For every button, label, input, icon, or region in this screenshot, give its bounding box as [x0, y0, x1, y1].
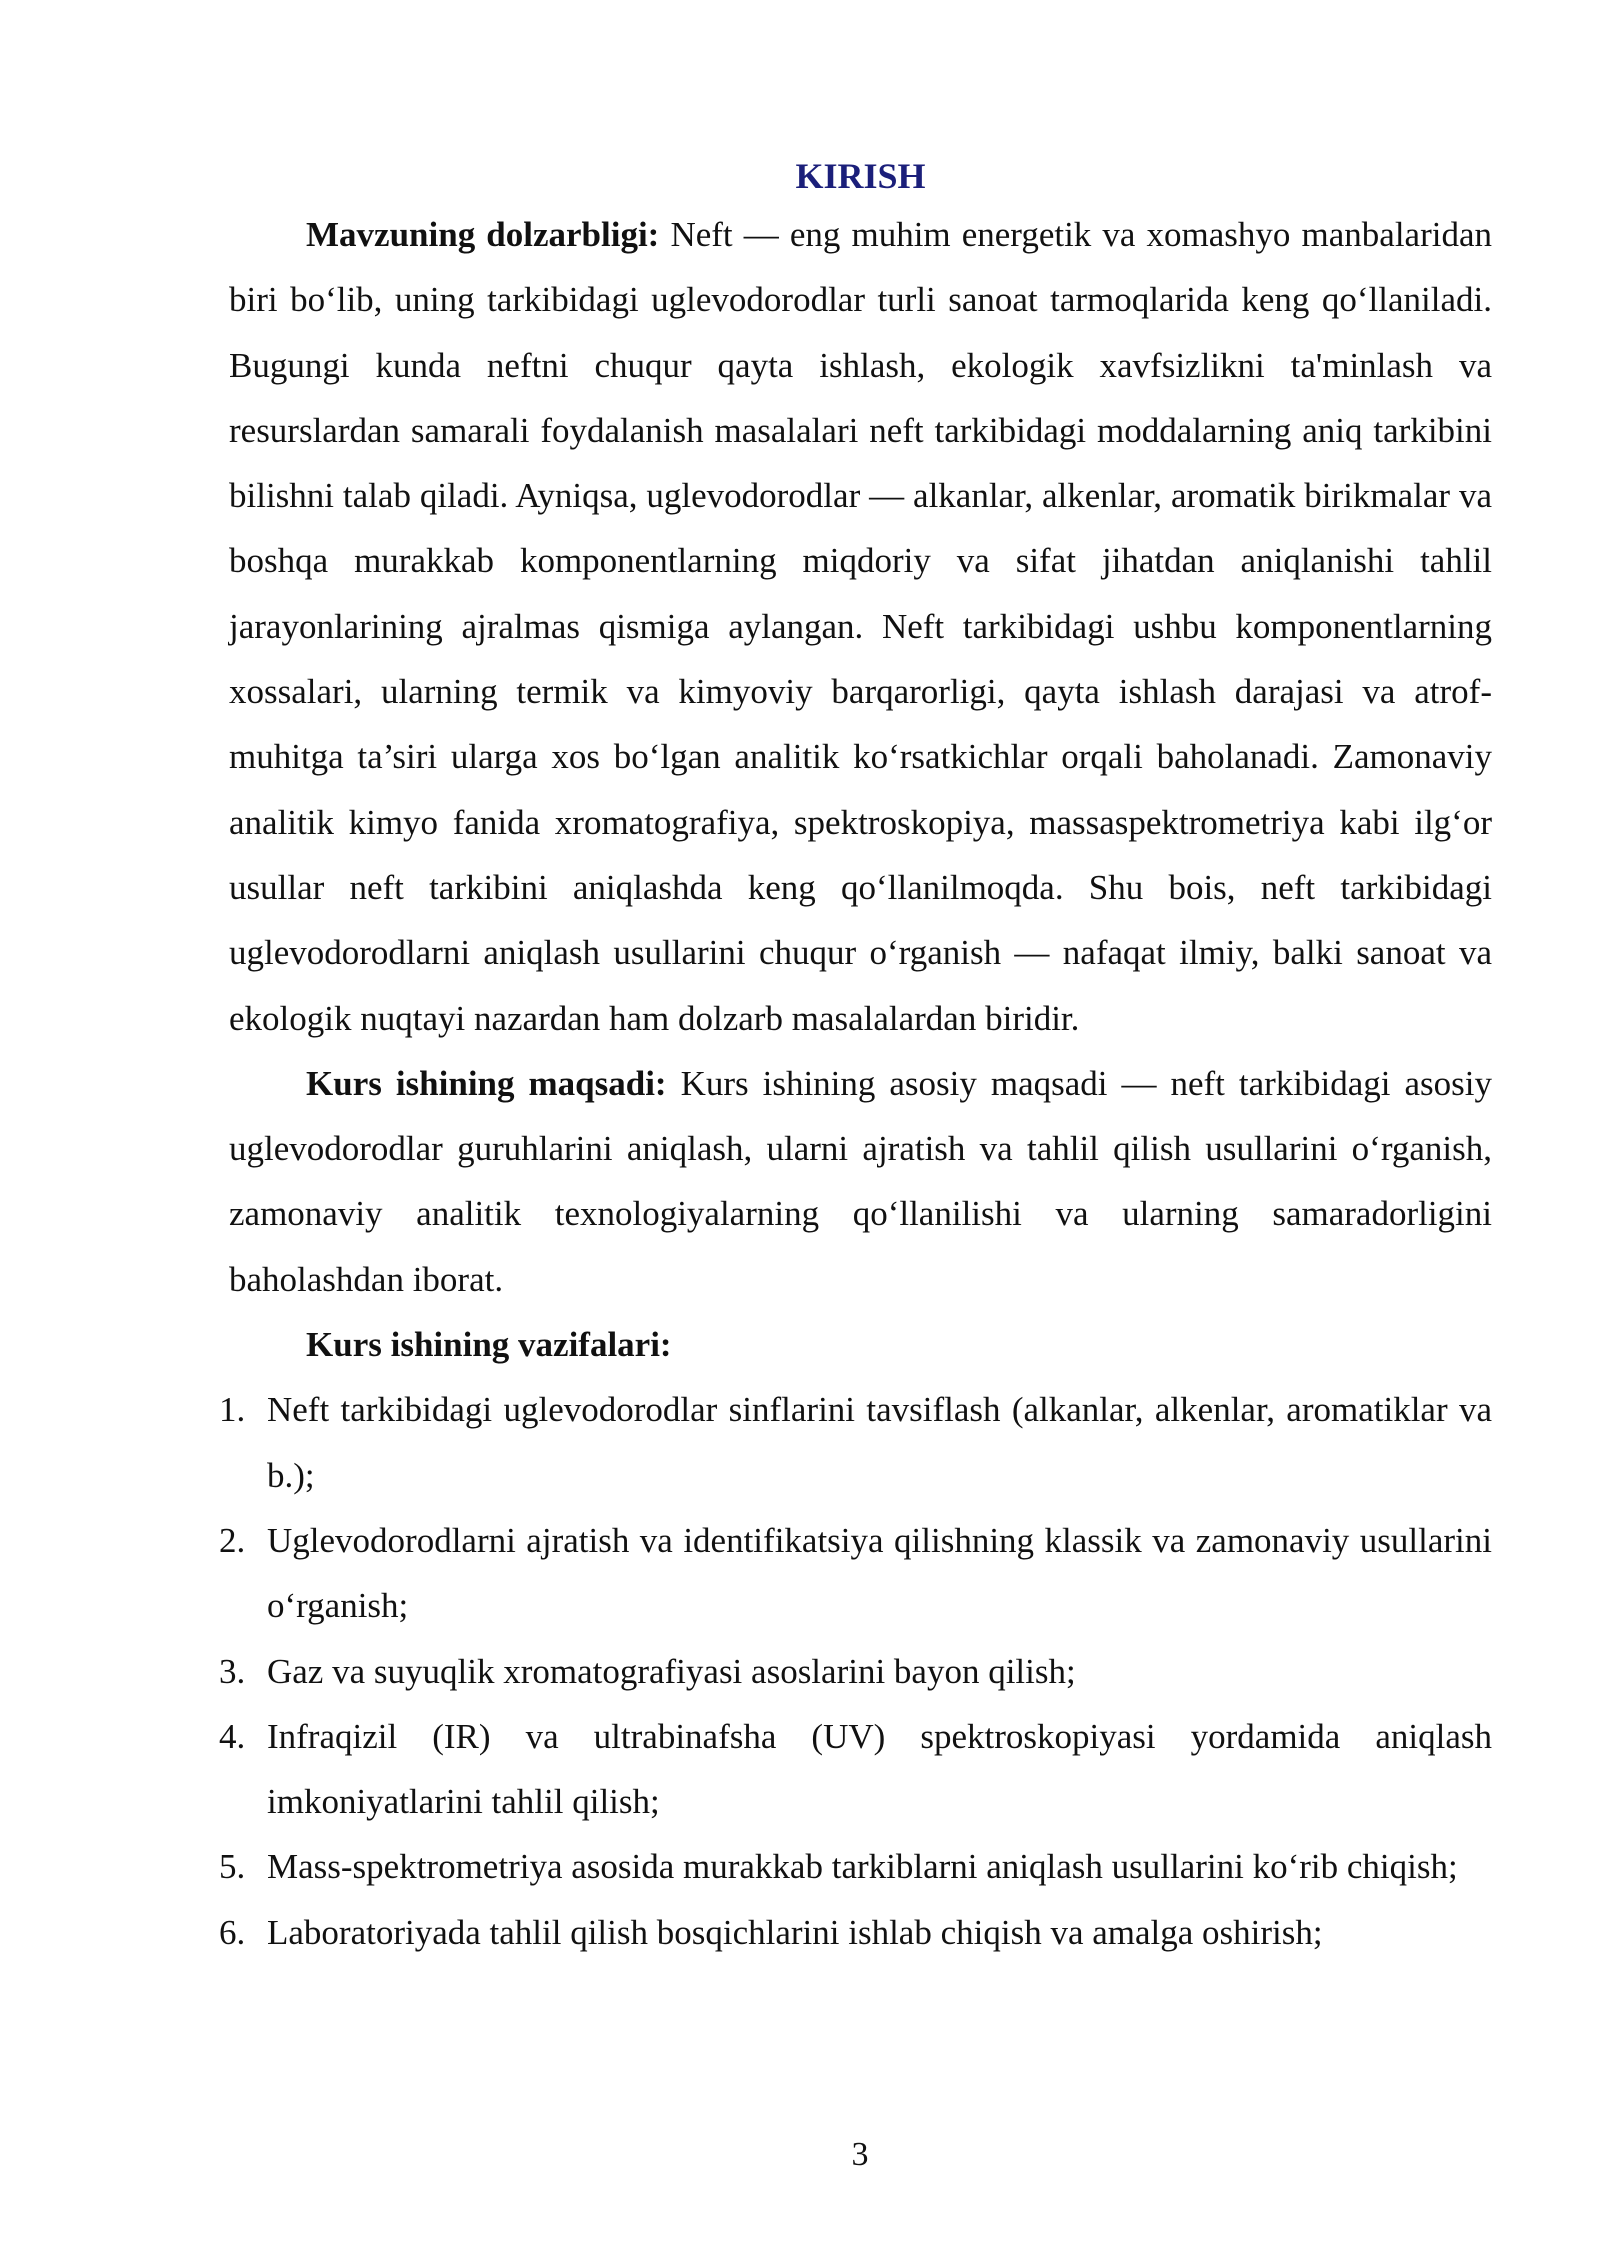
relevance-text: Neft — eng muhim energetik va xomashyo manbalaridan biri bo‘lib, uning tarkibidagi uglevodorodlar turli sanoat tarmoqlarida keng qo‘llaniladi. Bugungi kunda neftni chuqur qayta ishlash, ekologik xavfsizlikni ta'minlash va resurslardan samarali foydalanish masalalari neft tarkibidagi moddalarning aniq tarkibini bilishni talab qiladi. Ayniqsa, uglevodorodlar — alkanlar, alkenlar, aromatik birikmalar va boshqa murakkab komponentlarning miqdoriy va sifat jihatdan aniqlanishi tahlil jarayonlarining ajralmas qismiga aylangan. Neft tarkibidagi ushbu komponentlarning xossalari, ularning termik va kimyoviy barqarorligi, qayta ishlash darajasi va atrof-muhitga ta’siri ularga xos bo‘lgan analitik ko‘rsatkichlar orqali baholanadi. Zamonaviy analitik kimyo fanida xromatografiya, spektroskopiya, massaspektrometriya kabi ilg‘or usullar neft tarkibini aniqlashda keng qo‘llanilmoqda. Shu bois, neft tarkibidagi uglevodorodlarni aniqlash usullarini chuqur o‘rganish — nafaqat ilmiy, balki sanoat va ekologik nuqtayi nazardan ham dolzarb masalalardan biridir. — [229, 215, 1492, 1038]
list-item — [219, 1508, 1492, 1639]
list-item — [219, 1704, 1492, 1835]
goal-label: Kurs ishining maqsadi: — [306, 1063, 667, 1103]
list-item-number: 2. — [219, 1520, 246, 1560]
list-item-number: 6. — [219, 1912, 246, 1952]
list-item — [219, 1639, 1492, 1704]
goal-text: Kurs ishining asosiy maqsadi — neft tarkibidagi asosiy uglevodorodlar guruhlarini aniqlash, ularni ajratish va tahlil qilish usullarini o‘rganish, zamonaviy analitik texnologiyalarning qo‘llanilishi va ularning samaradorligini baholashdan iborat. — [229, 1063, 1492, 1299]
page-title: KIRISH — [795, 156, 926, 196]
relevance-label: Mavzuning dolzarbligi: — [306, 215, 660, 254]
list-item-text: Mass-spektrometriya asosida murakkab tarkiblarni aniqlash usullarini ko‘rib chiqish; — [267, 1847, 1458, 1887]
list-item-number: 3. — [219, 1651, 246, 1691]
list-item-text: Gaz va suyuqlik xromatografiyasi asoslarini bayon qilish; — [267, 1651, 1076, 1691]
relevance-paragraph — [229, 202, 1492, 1051]
list-item-number: 4. — [219, 1716, 246, 1756]
tasks-heading: Kurs ishining vazifalari: — [306, 1325, 672, 1365]
page-number: 3 — [851, 2136, 869, 2173]
list-item-text: Neft tarkibidagi uglevodorodlar sinflarini tavsiflash (alkanlar, alkenlar, aromatiklar va b.); — [267, 1390, 1492, 1495]
goal-paragraph — [229, 1051, 1492, 1312]
list-item-number: 1. — [219, 1390, 246, 1430]
list-item-text: Infraqizil (IR) va ultrabinafsha (UV) spektroskopiyasi yordamida aniqlash imkoniyatlarini tahlil qilish; — [267, 1716, 1492, 1822]
list-item — [219, 1900, 1492, 1965]
list-item-text: Uglevodorodlarni ajratish va identifikatsiya qilishning klassik va zamonaviy usullarini o‘rganish; — [267, 1520, 1492, 1626]
list-item-number: 5. — [219, 1847, 246, 1887]
tasks-list — [219, 1377, 1492, 1965]
list-item — [219, 1377, 1492, 1508]
page-content — [219, 150, 1492, 1965]
list-item-text: Laboratoriyada tahlil qilish bosqichlarini ishlab chiqish va amalga oshirish; — [267, 1912, 1323, 1952]
list-item — [219, 1834, 1492, 1899]
